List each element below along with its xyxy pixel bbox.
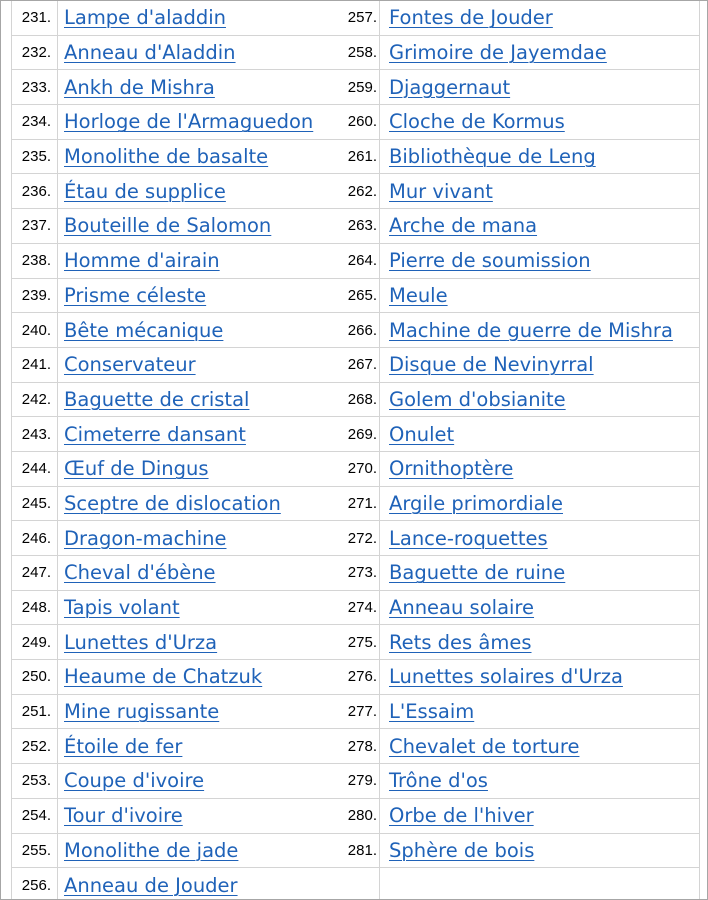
item-link[interactable]: Meule bbox=[389, 283, 448, 307]
table-row bbox=[337, 764, 699, 799]
table-row bbox=[337, 348, 699, 383]
table-row bbox=[11, 487, 379, 522]
item-link[interactable]: Lampe d'aladdin bbox=[64, 6, 226, 30]
item-number: 258. bbox=[347, 44, 377, 62]
left-column bbox=[11, 1, 379, 900]
table-row bbox=[337, 591, 699, 626]
table-row bbox=[337, 660, 699, 695]
item-link[interactable]: Homme d'airain bbox=[64, 249, 220, 273]
item-link[interactable]: Lance-roquettes bbox=[389, 526, 548, 550]
table-row bbox=[337, 36, 699, 71]
item-link[interactable]: Bouteille de Salomon bbox=[64, 214, 272, 238]
item-link[interactable]: Machine de guerre de Mishra bbox=[389, 318, 673, 342]
item-link[interactable]: Tour d'ivoire bbox=[64, 804, 183, 828]
table-row bbox=[337, 279, 699, 314]
item-link[interactable]: Onulet bbox=[389, 422, 455, 446]
item-link[interactable]: Djaggernaut bbox=[389, 75, 511, 99]
item-number: 263. bbox=[347, 217, 377, 235]
table-row bbox=[337, 556, 699, 591]
table-row bbox=[11, 1, 379, 36]
item-number: 279. bbox=[347, 772, 377, 790]
item-number: 238. bbox=[21, 252, 51, 270]
item-link[interactable]: Coupe d'ivoire bbox=[64, 769, 205, 793]
item-link[interactable]: Baguette de ruine bbox=[389, 561, 566, 585]
table-row bbox=[337, 174, 699, 209]
item-link[interactable]: Arche de mana bbox=[389, 214, 538, 238]
table-row bbox=[11, 764, 379, 799]
item-link[interactable]: Sceptre de dislocation bbox=[64, 491, 281, 515]
item-number: 268. bbox=[347, 390, 377, 408]
item-link[interactable]: Baguette de cristal bbox=[64, 387, 250, 411]
item-link[interactable]: Anneau de Jouder bbox=[64, 873, 238, 897]
item-number: 243. bbox=[21, 425, 51, 443]
item-number: 236. bbox=[21, 182, 51, 200]
table-row bbox=[11, 729, 379, 764]
item-link[interactable]: Lunettes solaires d'Urza bbox=[389, 665, 623, 689]
item-number: 242. bbox=[21, 390, 51, 408]
item-number: 261. bbox=[347, 148, 377, 166]
item-link[interactable]: Lunettes d'Urza bbox=[64, 630, 218, 654]
table-row bbox=[337, 625, 699, 660]
table-row bbox=[337, 383, 699, 418]
table-row bbox=[337, 244, 699, 279]
table-row bbox=[11, 70, 379, 105]
item-link[interactable]: Œuf de Dingus bbox=[64, 457, 209, 481]
item-link[interactable]: Golem d'obsianite bbox=[389, 387, 566, 411]
item-link[interactable]: Monolithe de jade bbox=[64, 838, 239, 862]
item-number: 280. bbox=[347, 807, 377, 825]
item-number: 248. bbox=[21, 599, 51, 617]
item-link[interactable]: Horloge de l'Armaguedon bbox=[64, 110, 314, 134]
item-link[interactable]: Anneau d'Aladdin bbox=[64, 41, 236, 65]
table-row bbox=[11, 174, 379, 209]
table-row bbox=[11, 140, 379, 175]
table-row bbox=[11, 383, 379, 418]
item-link[interactable]: Ornithoptère bbox=[389, 457, 514, 481]
item-link[interactable]: Mine rugissante bbox=[64, 700, 220, 724]
table-row bbox=[11, 625, 379, 660]
item-number: 276. bbox=[347, 668, 377, 686]
right-column bbox=[337, 1, 699, 868]
table-row bbox=[337, 521, 699, 556]
item-number: 253. bbox=[21, 772, 51, 790]
table-row bbox=[11, 105, 379, 140]
table-row bbox=[11, 868, 379, 900]
item-number: 241. bbox=[21, 356, 51, 374]
table-row bbox=[337, 140, 699, 175]
item-number: 237. bbox=[21, 217, 51, 235]
table-row bbox=[337, 70, 699, 105]
item-number: 273. bbox=[347, 564, 377, 582]
table-row bbox=[11, 521, 379, 556]
item-number: 278. bbox=[347, 737, 377, 755]
item-link[interactable]: Disque de Nevinyrral bbox=[389, 353, 594, 377]
item-number: 265. bbox=[347, 286, 377, 304]
item-link[interactable]: Conservateur bbox=[64, 353, 196, 377]
item-link[interactable]: Grimoire de Jayemdae bbox=[389, 41, 607, 65]
item-number: 272. bbox=[347, 529, 377, 547]
table-row bbox=[337, 105, 699, 140]
item-link[interactable]: Orbe de l'hiver bbox=[389, 804, 534, 828]
table-row bbox=[337, 487, 699, 522]
table-row bbox=[337, 209, 699, 244]
item-number: 246. bbox=[21, 529, 51, 547]
table-row bbox=[11, 452, 379, 487]
item-number: 254. bbox=[21, 807, 51, 825]
item-number: 234. bbox=[21, 113, 51, 131]
item-number: 231. bbox=[21, 9, 51, 27]
item-link[interactable]: Étau de supplice bbox=[64, 179, 226, 203]
item-number: 233. bbox=[21, 78, 51, 96]
table-row bbox=[11, 209, 379, 244]
item-number: 252. bbox=[21, 737, 51, 755]
item-number: 275. bbox=[347, 633, 377, 651]
item-link[interactable]: Ankh de Mishra bbox=[64, 75, 215, 99]
item-number: 274. bbox=[347, 599, 377, 617]
item-link[interactable]: Rets des âmes bbox=[389, 630, 532, 654]
item-link[interactable]: Pierre de soumission bbox=[389, 249, 591, 273]
item-link[interactable]: Cheval d'ébène bbox=[64, 561, 216, 585]
table-row bbox=[337, 1, 699, 36]
item-number: 257. bbox=[347, 9, 377, 27]
table-row bbox=[337, 834, 699, 869]
item-link[interactable]: Chevalet de torture bbox=[389, 734, 580, 758]
item-number: 247. bbox=[21, 564, 51, 582]
item-link[interactable]: Cloche de Kormus bbox=[389, 110, 565, 134]
table-row bbox=[11, 244, 379, 279]
item-number: 277. bbox=[347, 703, 377, 721]
table-row bbox=[11, 695, 379, 730]
table-row bbox=[11, 313, 379, 348]
item-number: 262. bbox=[347, 182, 377, 200]
table-row bbox=[11, 556, 379, 591]
item-number: 259. bbox=[347, 78, 377, 96]
table-row bbox=[337, 417, 699, 452]
table-row bbox=[337, 452, 699, 487]
item-link[interactable]: Sphère de bois bbox=[389, 838, 535, 862]
item-number: 245. bbox=[21, 494, 51, 512]
item-link[interactable]: Prisme céleste bbox=[64, 283, 207, 307]
table-row bbox=[11, 834, 379, 869]
item-number: 251. bbox=[21, 703, 51, 721]
table-row bbox=[337, 729, 699, 764]
item-link[interactable]: L'Essaim bbox=[389, 700, 475, 724]
table-row bbox=[11, 417, 379, 452]
item-link[interactable]: Monolithe de basalte bbox=[64, 145, 269, 169]
item-number: 249. bbox=[21, 633, 51, 651]
item-number: 255. bbox=[21, 841, 51, 859]
item-number: 240. bbox=[21, 321, 51, 339]
table-row bbox=[11, 660, 379, 695]
item-link[interactable]: Bête mécanique bbox=[64, 318, 224, 342]
item-link[interactable]: Dragon-machine bbox=[64, 526, 227, 550]
table-row bbox=[337, 313, 699, 348]
column-divider bbox=[699, 1, 700, 899]
item-number: 244. bbox=[21, 460, 51, 478]
item-link[interactable]: Argile primordiale bbox=[389, 491, 563, 515]
item-link[interactable]: Étoile de fer bbox=[64, 734, 183, 758]
item-number: 256. bbox=[21, 876, 51, 894]
item-number: 270. bbox=[347, 460, 377, 478]
item-link[interactable]: Fontes de Jouder bbox=[389, 6, 553, 30]
item-link[interactable]: Tapis volant bbox=[64, 596, 180, 620]
item-number: 267. bbox=[347, 356, 377, 374]
item-number: 260. bbox=[347, 113, 377, 131]
table-row bbox=[11, 279, 379, 314]
item-number: 232. bbox=[21, 44, 51, 62]
item-link[interactable]: Trône d'os bbox=[389, 769, 488, 793]
table-row bbox=[11, 591, 379, 626]
item-link[interactable]: Bibliothèque de Leng bbox=[389, 145, 596, 169]
item-number: 281. bbox=[347, 841, 377, 859]
table-row bbox=[11, 348, 379, 383]
item-number: 239. bbox=[21, 286, 51, 304]
item-number: 235. bbox=[21, 148, 51, 166]
table-row bbox=[11, 36, 379, 71]
item-link[interactable]: Cimeterre dansant bbox=[64, 422, 246, 446]
table-row bbox=[337, 695, 699, 730]
item-link[interactable]: Mur vivant bbox=[389, 179, 493, 203]
table-row bbox=[11, 799, 379, 834]
item-link[interactable]: Heaume de Chatzuk bbox=[64, 665, 263, 689]
item-number: 266. bbox=[347, 321, 377, 339]
item-link[interactable]: Anneau solaire bbox=[389, 596, 535, 620]
item-number: 250. bbox=[21, 668, 51, 686]
item-number: 271. bbox=[347, 494, 377, 512]
item-number: 269. bbox=[347, 425, 377, 443]
table-row bbox=[337, 799, 699, 834]
item-number: 264. bbox=[347, 252, 377, 270]
